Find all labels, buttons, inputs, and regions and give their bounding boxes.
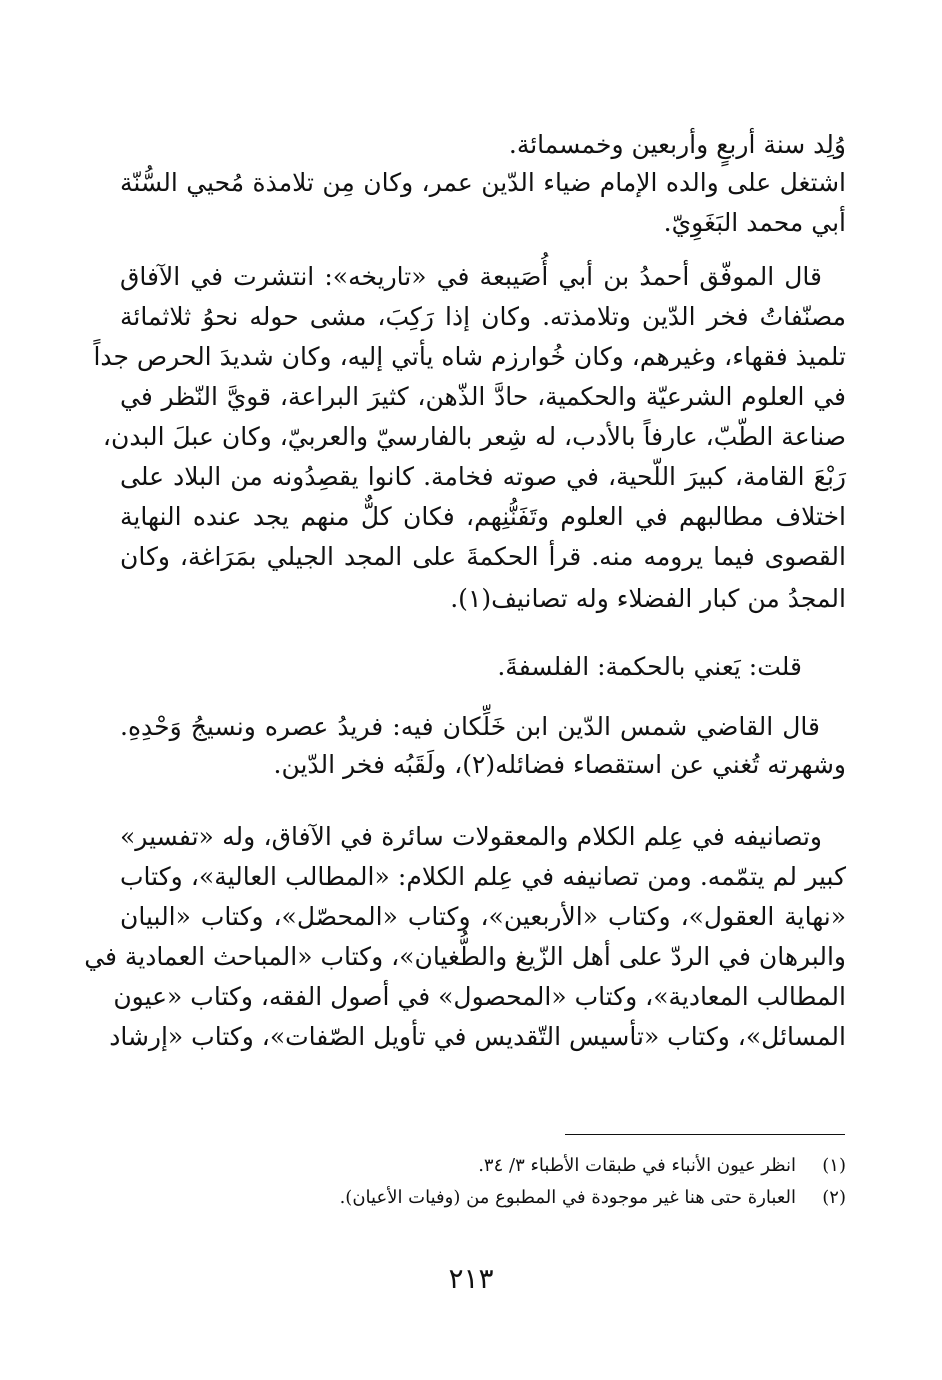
text-line: المجدُ من كبار الفضلاء وله تصانيف(١). (450, 584, 846, 613)
text-line: مصنّفاتُ فخر الدّين وتلامذته. وكان إذا رَكِبَ، مشى حوله نحوُ ثلاثمائة (120, 302, 846, 331)
text-line: في العلوم الشرعيّة والحكمية، حادَّ الذّهن، كثيرَ البراعة، قويَّ النّظر في (120, 382, 846, 411)
text-line: قال القاضي شمس الدّين ابن خَلِّكان فيه: فريدُ عصره ونسيجُ وَحْدِهِ. (120, 712, 820, 741)
footnote (340, 1184, 846, 1212)
footnote-text: انظر عيون الأنباء في طبقات الأطباء ٣/ ٣٤. (478, 1155, 796, 1176)
text-line: وُلِد سنة أربعٍ وأربعين وخمسمائة. (508, 130, 846, 159)
text-line: قال الموفّق أحمدُ بن أبي أُصَيبعة في «تاريخه»: انتشرت في الآفاق (120, 262, 822, 291)
text-line: قلت: يَعني بالحكمة: الفلسفةَ. (497, 652, 802, 681)
footnote-text: العبارة حتى هنا غير موجودة في المطبوع من (وفيات الأعيان). (339, 1187, 796, 1208)
page-number: ٢١٣ (448, 1262, 494, 1295)
text-line: صناعة الطّبّ، عارفاً بالأدب، له شِعر بالفارسيّ والعربيّ، وكان عبلَ البدن، (102, 422, 846, 451)
text-line: اختلاف مطالبهم في العلوم وتَفَنُّنِهم، فكان كلٌّ منهم يجد عنده النهاية (120, 502, 846, 531)
text-line: كبير لم يتمّمه. ومن تصانيفه في عِلم الكلام: «المطالب العالية»، وكتاب (120, 862, 846, 891)
text-line: رَبْعَ القامة، كبيرَ اللّحية، في صوته فخامة. كانوا يقصِدُونه من البلاد على (120, 462, 846, 491)
text-line: وتصانيفه في عِلم الكلام والمعقولات سائرة في الآفاق، وله «تفسير» (120, 822, 822, 851)
text-line: اشتغل على والده الإمام ضياء الدّين عمر، وكان مِن تلامذة مُحيي السُّنّة (120, 168, 846, 197)
text-line: القصوى فيما يرومه منه. قرأ الحكمةَ على المجد الجيلي بمَرَاغة، وكان (120, 542, 846, 571)
footnote-number: (١) (822, 1155, 846, 1176)
footnote-number: (٢) (822, 1187, 846, 1208)
text-line: والبرهان في الردّ على أهل الزّيغ والطُّغيان»، وكتاب «المباحث العمادية في (84, 942, 846, 971)
text-line: المسائل»، وكتاب «تأسيس التّقديس في تأويل الصّفات»، وكتاب «إرشاد (109, 1022, 846, 1051)
footnote-separator (565, 1134, 845, 1135)
text-line: «نهاية العقول»، وكتاب «الأربعين»، وكتاب «المحصّل»، وكتاب «البيان (120, 902, 846, 931)
text-line: المطالب المعادية»، وكتاب «المحصول» في أصول الفقه، وكتاب «عيون (113, 982, 846, 1011)
text-line: تلميذ فقهاء، وغيرهم، وكان خُوارزم شاه يأتي إليه، وكان شديدَ الحرص جداً (93, 342, 846, 371)
footnote (478, 1152, 846, 1180)
text-line: أبي محمد البَغَوِيّ. (663, 208, 846, 237)
text-line: وشهرته تُغني عن استقصاء فضائله(٢)، ولَقَبُه فخر الدّين. (273, 750, 846, 779)
